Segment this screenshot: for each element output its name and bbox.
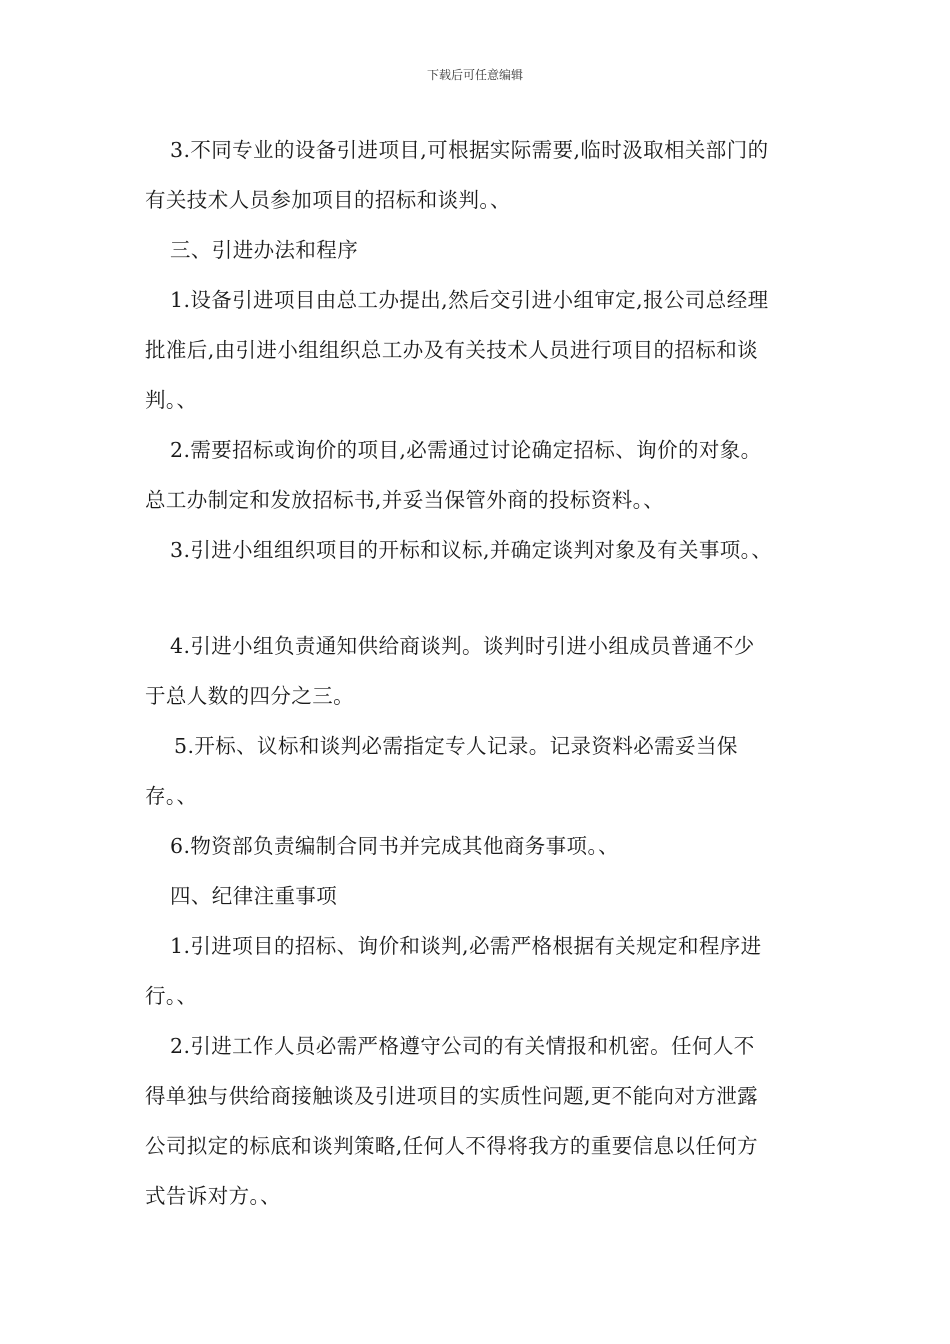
paragraph-line: 存。、: [145, 784, 198, 808]
paragraph-line: 判。、: [145, 388, 198, 412]
section-heading: 四、纪律注重事项: [170, 884, 338, 908]
paragraph-line: 6.物资部负责编制合同书并完成其他商务事项。、: [170, 834, 620, 858]
paragraph-line: 3.引进小组组织项目的开标和议标,并确定谈判对象及有关事项。、: [170, 538, 773, 562]
paragraph-line: 行。、: [145, 984, 198, 1008]
paragraph-line: 1.设备引进项目由总工办提出,然后交引进小组审定,报公司总经理: [170, 288, 769, 312]
paragraph-line: 得单独与供给商接触谈及引进项目的实质性问题,更不能向对方泄露: [145, 1084, 759, 1108]
paragraph-line: 2.需要招标或询价的项目,必需通过讨论确定招标、询价的对象。: [170, 438, 762, 462]
paragraph-line: 1.引进项目的招标、询价和谈判,必需严格根据有关规定和程序进: [170, 934, 762, 958]
page-header: 下载后可任意编辑: [426, 68, 523, 82]
paragraph-line: 批准后,由引进小组组织总工办及有关技术人员进行项目的招标和谈: [145, 338, 759, 362]
paragraph-line: 2.引进工作人员必需严格遵守公司的有关情报和机密。任何人不: [170, 1034, 755, 1058]
paragraph-line: 5.开标、议标和谈判必需指定专人记录。记录资料必需妥当保: [174, 734, 738, 758]
paragraph-line: 4.引进小组负责通知供给商谈判。谈判时引进小组成员普通不少: [170, 634, 755, 658]
paragraph-line: 有关技术人员参加项目的招标和谈判。、: [145, 188, 511, 212]
paragraph-line: 于总人数的四分之三。: [145, 684, 354, 708]
paragraph-line: 公司拟定的标底和谈判策略,任何人不得将我方的重要信息以任何方: [145, 1134, 759, 1158]
paragraph-line: 3.不同专业的设备引进项目,可根据实际需要,临时汲取相关部门的: [170, 138, 769, 162]
paragraph-line: 总工办制定和发放招标书,并妥当保管外商的投标资料。、: [145, 488, 665, 512]
paragraph-line: 式告诉对方。、: [145, 1184, 282, 1208]
section-heading: 三、引进办法和程序: [170, 238, 359, 262]
